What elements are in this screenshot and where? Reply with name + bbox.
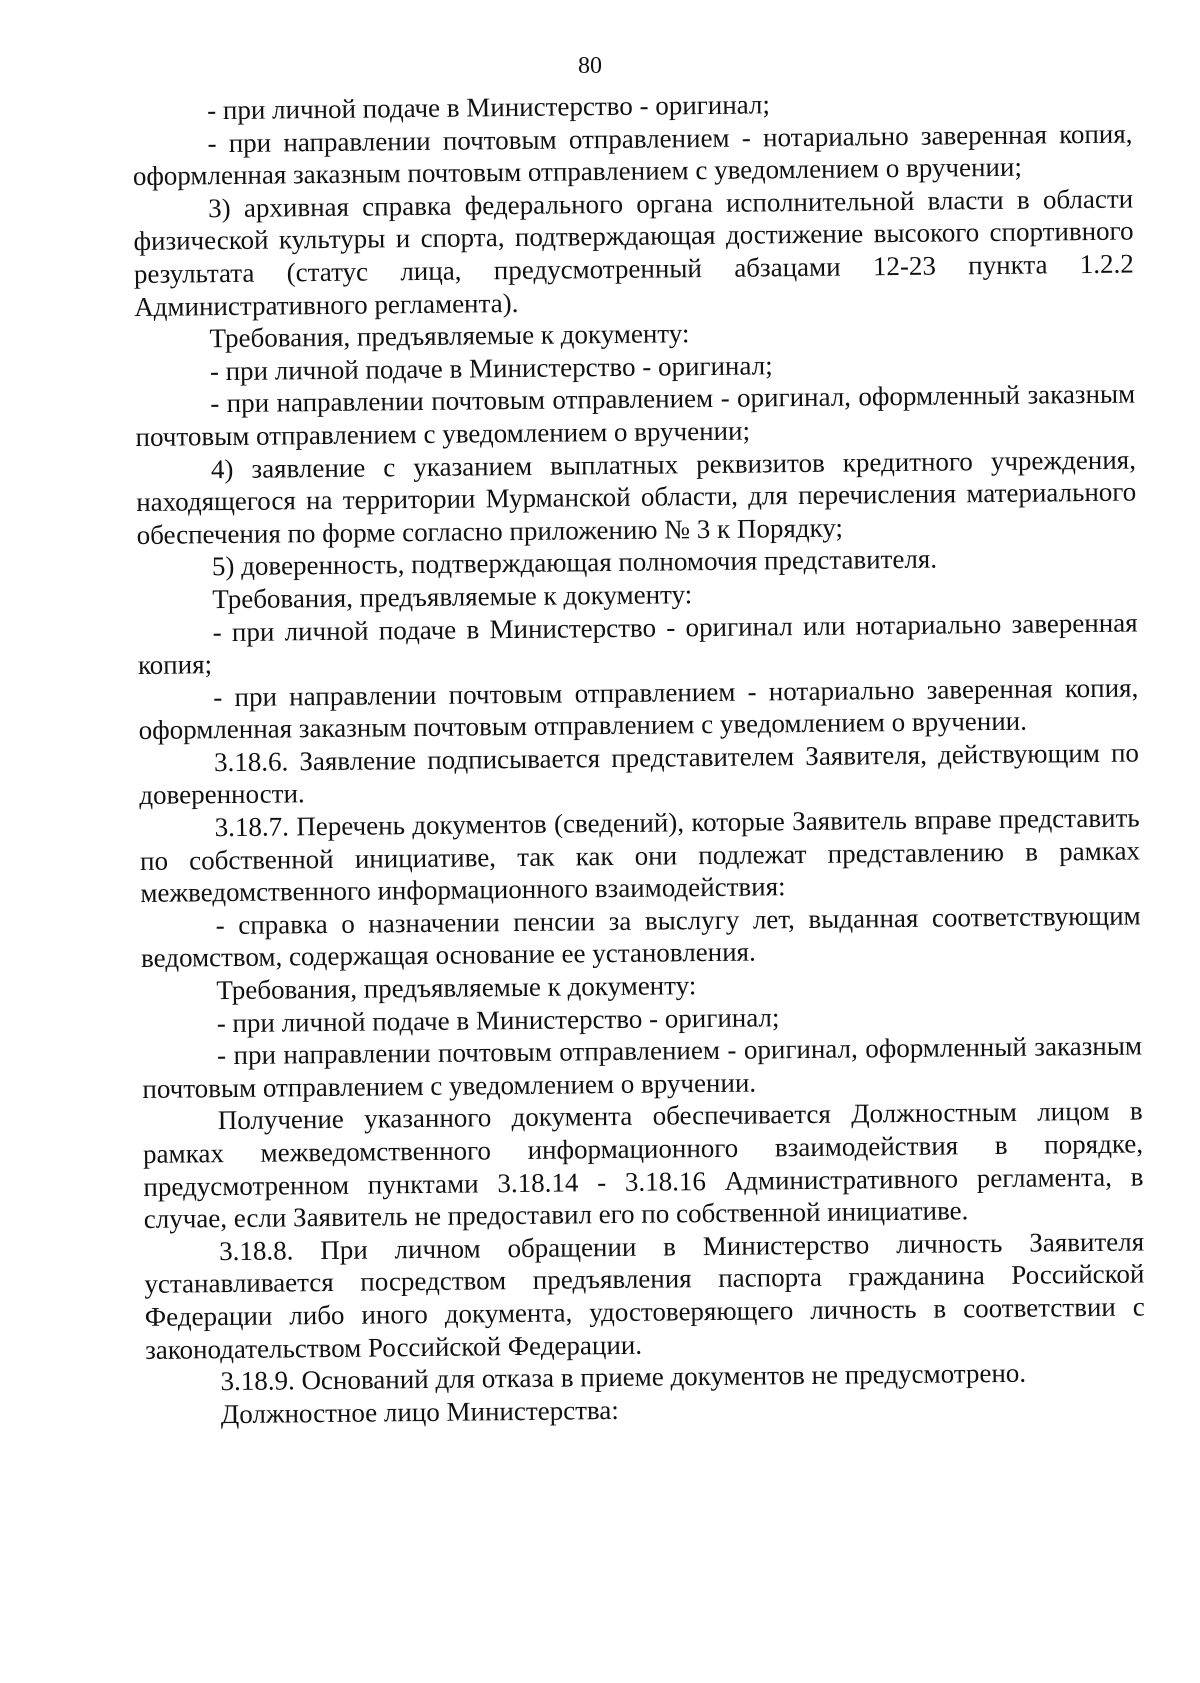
paragraph: 3.18.6. Заявление подписывается представителем Заявителя, действующим по доверенности. (139, 737, 1140, 811)
paragraph: - при направлении почтовым отправлением - оригинал, оформленный заказным почтовым отправлением с уведомлением о вручении. (142, 1030, 1143, 1104)
paragraph: - при направлении почтовым отправлением - нотариально заверенная копия, оформленная заказным почтовым отправлением с уведомлением о вручении. (138, 672, 1139, 746)
paragraph: 3.18.9. Оснований для отказа в приеме документов не предусмотрено. (220, 1357, 1027, 1397)
paragraph: 3.18.8. При личном обращении в Министерство личность Заявителя устанавливается посредством предъявления паспорта гражданина Российской Федерации либо иного документа, удостоверяющего личность в соответствии с законодательством Российской Федерации. (144, 1226, 1145, 1365)
paragraph: - при личной подаче в Министерство - оригинал; (209, 350, 773, 386)
paragraph: Получение указанного документа обеспечивается Должностным лицом в рамках межведомственного информационного взаимодействия в порядке, предусмотренном пунктами 3.18.14 - 3.18.16 Административного регламента, в случае, если Заявитель не предоставил его по собственной инициативе. (142, 1095, 1144, 1235)
paragraph: - при направлении почтовым отправлением - оригинал, оформленный заказным почтовым отправлением с уведомлением о вручении; (135, 378, 1136, 452)
paragraph: Требования, предъявляемые к документу: (216, 970, 697, 1006)
paragraph: Требования, предъявляемые к документу: (209, 318, 690, 354)
paragraph: Должностное лицо Министерства: (220, 1394, 619, 1429)
paragraph: 4) заявление с указанием выплатных реквизитов кредитного учреждения, находящегося на территории Мурманской области, для перечисления материального обеспечения по форме согласно приложению № 3 к Порядку; (136, 444, 1137, 550)
paragraph: - при личной подаче в Министерство - оригинал или нотариально заверенная копия; (137, 606, 1138, 681)
document-body (132, 85, 1146, 1432)
paragraph: - при личной подаче в Министерство - оригинал; (207, 89, 771, 126)
paragraph: - при личной подаче в Министерство - оригинал; (216, 1001, 780, 1038)
page-number: 80 (578, 53, 602, 79)
paragraph: - при направлении почтовым отправлением - нотариально заверенная копия, оформленная заказным почтовым отправлением с уведомлением о вручении; (132, 118, 1133, 192)
paragraph: 5) доверенность, подтверждающая полномочия представителя. (211, 543, 938, 582)
paragraph: 3.18.7. Перечень документов (сведений), которые Заявитель вправе представить по собственной инициативе, так как они подлежат представлению в рамках межведомственного информационного взаимодействия: (139, 802, 1141, 909)
paragraph: 3) архивная справка федерального органа исполнительной власти в области физической культуры и спорта, подтверждающая достижение высокого спортивного результата (статус лица, предусмотренный абзацами 12-23 пункта 1.2.2 Административного регламента). (133, 183, 1134, 322)
paragraph: - справка о назначении пенсии за выслугу лет, выданная соответствующим ведомством, содержащая основание ее установления. (140, 900, 1141, 974)
paragraph: Требования, предъявляемые к документу: (212, 579, 693, 615)
